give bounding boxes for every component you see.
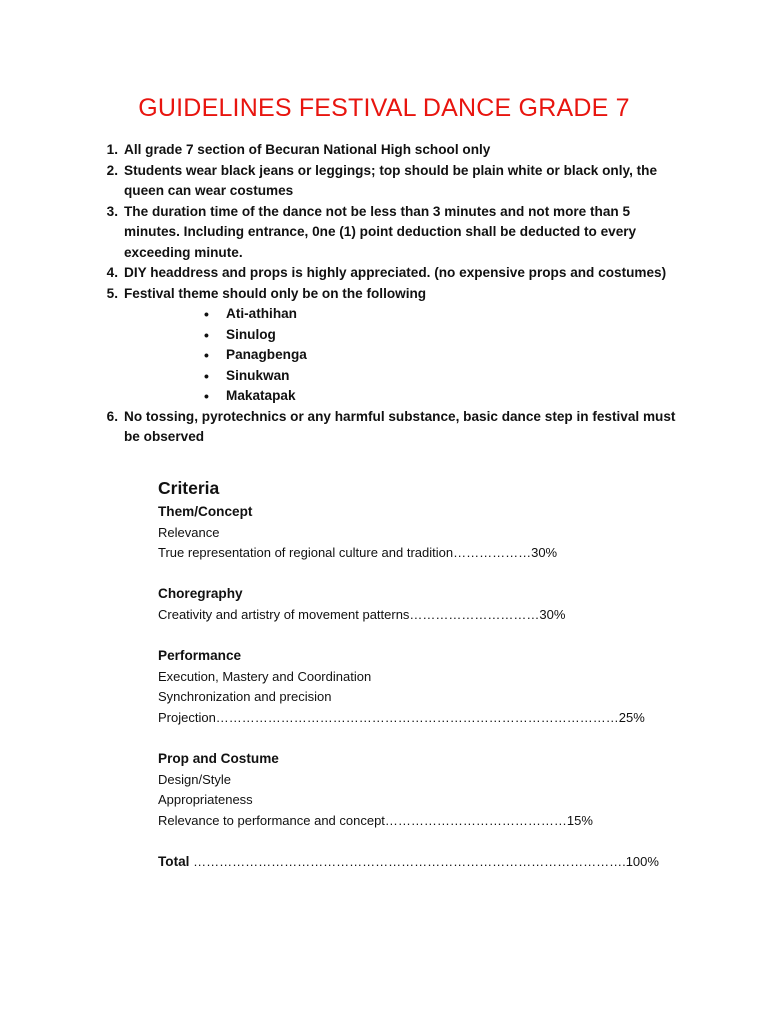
- guideline-text: All grade 7 section of Becuran National High school only: [124, 142, 491, 157]
- criteria-section: [158, 476, 658, 873]
- criteria-block-prop-costume: [158, 749, 658, 831]
- criteria-heading: Criteria: [158, 478, 220, 498]
- criteria-block-performance: [158, 646, 658, 728]
- criteria-line: Appropriateness: [158, 792, 253, 808]
- guideline-item: [98, 284, 678, 407]
- guideline-number: 4.: [106, 265, 118, 280]
- festival-theme-item: • Sinukwan: [204, 366, 678, 387]
- criteria-total-label: Total: [158, 854, 190, 870]
- guideline-item: [98, 263, 678, 284]
- criteria-section-title: Performance: [158, 648, 242, 664]
- guideline-number: 6.: [106, 408, 118, 424]
- guideline-text: Students wear black jeans or leggings; top should be plain white or black only, the queen can wear costumes: [124, 162, 658, 198]
- festival-theme-item: • Sinulog: [204, 325, 678, 346]
- guideline-number: 5.: [106, 285, 118, 301]
- festival-theme-item: • Ati-athihan: [204, 304, 678, 325]
- guideline-text: Festival theme should only be on the following: [124, 285, 427, 301]
- criteria-line: Execution, Mastery and Coordination: [158, 668, 372, 684]
- criteria-total-value: ……………………………………………………………………………………….100%: [189, 854, 659, 870]
- criteria-line: Relevance: [158, 524, 220, 540]
- festival-theme-item: • Panagbenga: [204, 345, 678, 366]
- criteria-line: True representation of regional culture and tradition………………30%: [158, 545, 558, 561]
- guideline-item: [98, 407, 678, 448]
- guideline-number: 2.: [106, 162, 118, 178]
- criteria-section-title: Choregraphy: [158, 586, 243, 602]
- criteria-total-line: [158, 852, 658, 873]
- guideline-number: 1.: [106, 142, 118, 157]
- guideline-text: No tossing, pyrotechnics or any harmful substance, basic dance step in festival must be observed: [124, 408, 676, 444]
- guideline-number: 3.: [106, 203, 118, 219]
- criteria-section-title: Them/Concept: [158, 504, 253, 519]
- criteria-section-title: Prop and Costume: [158, 751, 279, 767]
- guideline-item: [98, 202, 678, 264]
- criteria-line: Projection…………………………………………………………………………………25%: [158, 709, 645, 725]
- criteria-line: Relevance to performance and concept……………………………………15%: [158, 812, 593, 828]
- guideline-text: DIY headdress and props is highly appreciated. (no expensive props and costumes): [124, 265, 667, 280]
- criteria-line: Design/Style: [158, 771, 231, 787]
- festival-theme-list: [124, 304, 678, 407]
- criteria-line: Creativity and artistry of movement patterns…………………………30%: [158, 606, 566, 622]
- page-title: GUIDELINES FESTIVAL DANCE GRADE 7: [138, 94, 630, 122]
- guideline-item: [98, 161, 678, 202]
- guideline-text: The duration time of the dance not be less than 3 minutes and not more than 5 minutes. Including entrance, 0ne (1) point deduction shall be deducted to every exceeding minute.: [124, 203, 637, 260]
- criteria-block-concept: [158, 502, 658, 564]
- criteria-block-choreography: [158, 584, 658, 625]
- guideline-item: [98, 140, 678, 161]
- guidelines-list: [98, 140, 678, 448]
- criteria-line: Synchronization and precision: [158, 689, 332, 705]
- festival-theme-item: • Makatapak: [204, 386, 678, 407]
